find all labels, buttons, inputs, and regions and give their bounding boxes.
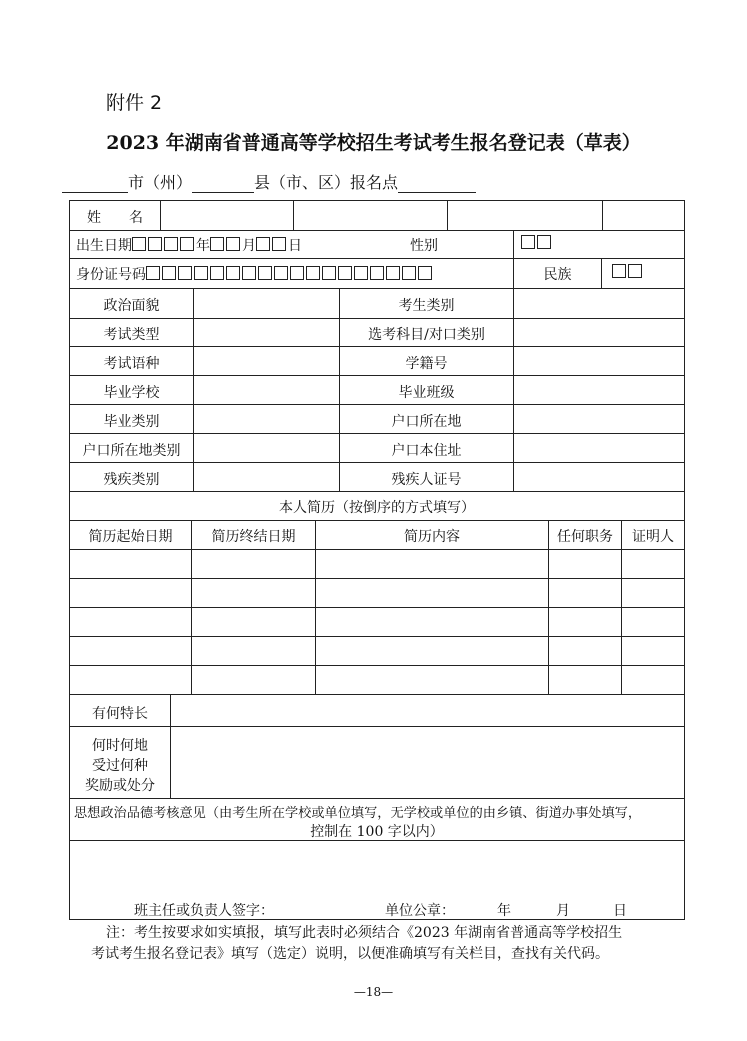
resume-position-cell[interactable]	[549, 666, 621, 694]
form-title: 2023 年湖南省普通高等学校招生考试考生报名登记表（草表）	[106, 132, 641, 154]
resume-start-date-cell[interactable]	[70, 666, 191, 694]
resume-end-date-cell[interactable]	[192, 579, 315, 607]
resume-position-cell[interactable]	[549, 579, 621, 607]
info-field-left[interactable]	[194, 319, 339, 346]
attachment-label: 附件 2	[106, 92, 163, 114]
county-blank[interactable]	[192, 178, 254, 193]
info-label-left: 考试类型	[103, 327, 160, 343]
resume-title: 本人简历（按倒序的方式填写）	[279, 500, 475, 516]
info-field-left[interactable]	[194, 434, 339, 462]
note-line2: 考试考生报名登记表》填写（选定）说明，以便准确填写有关栏目，查找有关代码。	[91, 946, 609, 962]
info-label-left: 政治面貌	[103, 298, 160, 314]
id-number-row	[76, 264, 434, 284]
gender-boxes[interactable]	[521, 235, 553, 252]
resume-start-date-cell[interactable]	[70, 579, 191, 607]
ethnicity-boxes[interactable]	[612, 264, 644, 281]
info-field-right[interactable]	[514, 463, 684, 491]
gender-label: 性别	[410, 238, 438, 254]
birth-month-boxes[interactable]	[210, 238, 242, 254]
info-label-right: 考生类别	[398, 298, 455, 314]
signature-month: 月	[556, 903, 570, 919]
resume-position-cell[interactable]	[549, 637, 621, 665]
id-number-label: 身份证号码	[76, 267, 146, 283]
city-blank[interactable]	[62, 178, 128, 193]
awards-field[interactable]	[171, 727, 684, 798]
resume-content-cell[interactable]	[316, 666, 548, 694]
resume-content-cell[interactable]	[316, 550, 548, 578]
name-field[interactable]	[161, 201, 293, 230]
resume-witness-cell[interactable]	[622, 550, 684, 578]
resume-header-end-date: 简历终结日期	[211, 529, 296, 545]
city-label: 市（州）	[128, 173, 193, 192]
resume-witness-cell[interactable]	[622, 666, 684, 694]
info-field-right[interactable]	[514, 405, 684, 433]
resume-witness-cell[interactable]	[622, 608, 684, 636]
specialty-label: 有何特长	[92, 706, 148, 722]
awards-label-line1: 何时何地	[92, 738, 148, 754]
info-field-left[interactable]	[194, 289, 339, 318]
birth-month-unit: 月	[242, 238, 256, 254]
resume-start-date-cell[interactable]	[70, 637, 191, 665]
birth-date-label: 出生日期	[76, 238, 132, 254]
resume-position-cell[interactable]	[549, 550, 621, 578]
resume-header-witness: 证明人	[632, 529, 674, 545]
political-eval-field[interactable]	[70, 841, 684, 897]
resume-header-content: 简历内容	[404, 529, 460, 545]
resume-header-position: 任何职务	[557, 529, 613, 545]
info-label-left: 考试语种	[103, 356, 160, 372]
info-field-right[interactable]	[514, 289, 684, 318]
info-field-right[interactable]	[514, 434, 684, 462]
awards-label-line3: 奖励或处分	[85, 778, 155, 794]
resume-header-start-date: 简历起始日期	[88, 529, 173, 545]
resume-end-date-cell[interactable]	[192, 637, 315, 665]
info-label-right: 选考科目/对口类别	[368, 327, 485, 343]
signature-day: 日	[613, 903, 627, 919]
info-label-right: 户口本住址	[391, 443, 462, 459]
info-label-left: 毕业类别	[103, 414, 160, 430]
id-number-boxes[interactable]	[146, 267, 434, 283]
info-label-left: 毕业学校	[103, 385, 160, 401]
info-field-right[interactable]	[514, 376, 684, 404]
birth-year-unit: 年	[196, 238, 210, 254]
info-field-right[interactable]	[514, 319, 684, 346]
page-number: —18—	[353, 985, 394, 999]
info-label-right: 学籍号	[405, 356, 448, 372]
resume-start-date-cell[interactable]	[70, 550, 191, 578]
registration-point-blank[interactable]	[398, 178, 476, 193]
county-label: 县（市、区）报名点	[254, 173, 399, 192]
ethnicity-label: 民族	[543, 267, 572, 283]
name-label: 姓 名	[87, 210, 143, 226]
signature-label: 班主任或负责人签字：	[134, 903, 274, 919]
info-field-left[interactable]	[194, 463, 339, 491]
political-eval-line1: 思想政治品德考核意见（由考生所在学校或单位填写，无学校或单位的由乡镇、街道办事处填写，	[74, 806, 642, 821]
birth-year-boxes[interactable]	[132, 238, 196, 254]
info-field-left[interactable]	[194, 376, 339, 404]
info-label-right: 毕业班级	[398, 385, 455, 401]
info-field-left[interactable]	[194, 347, 339, 375]
note-line1: 注：考生按要求如实填报，填写此表时必须结合《2023 年湖南省普通高等学校招生	[106, 925, 623, 941]
resume-start-date-cell[interactable]	[70, 608, 191, 636]
location-line	[62, 170, 476, 193]
info-label-left: 残疾类别	[103, 472, 160, 488]
birth-day-boxes[interactable]	[256, 238, 288, 254]
awards-label-line2: 受过何种	[92, 758, 148, 774]
political-eval-line2: 控制在 100 字以内）	[310, 824, 444, 840]
resume-end-date-cell[interactable]	[192, 550, 315, 578]
info-field-left[interactable]	[194, 405, 339, 433]
resume-witness-cell[interactable]	[622, 637, 684, 665]
resume-content-cell[interactable]	[316, 579, 548, 607]
resume-content-cell[interactable]	[316, 637, 548, 665]
birth-day-unit: 日	[288, 238, 302, 254]
resume-end-date-cell[interactable]	[192, 608, 315, 636]
specialty-field[interactable]	[171, 695, 684, 726]
resume-witness-cell[interactable]	[622, 579, 684, 607]
resume-content-cell[interactable]	[316, 608, 548, 636]
info-label-left: 户口所在地类别	[82, 443, 181, 459]
info-field-right[interactable]	[514, 347, 684, 375]
signature-year: 年	[497, 903, 511, 919]
info-label-right: 残疾人证号	[391, 472, 462, 488]
birth-date-row	[76, 235, 302, 255]
resume-end-date-cell[interactable]	[192, 666, 315, 694]
info-label-right: 户口所在地	[391, 414, 462, 430]
resume-position-cell[interactable]	[549, 608, 621, 636]
seal-label: 单位公章：	[385, 903, 455, 919]
